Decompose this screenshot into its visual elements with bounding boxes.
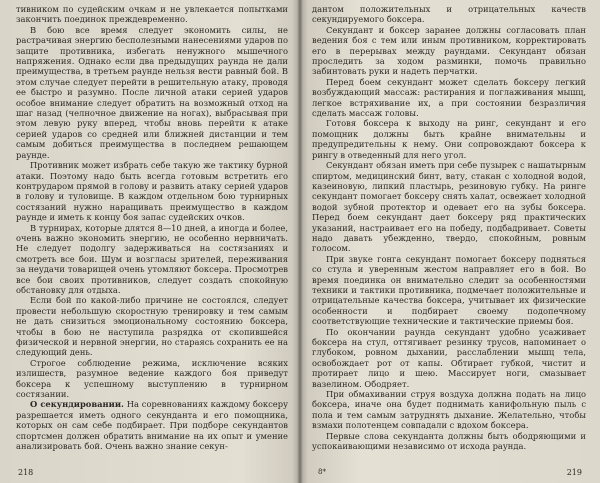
left-page [16,4,288,479]
paragraph-text: дантом положительных и отрицательных качеств секундируемого боксера. [312,4,586,25]
paragraph-text: Первые слова секунданта должны быть ободряющими и успокаивающими независимо от исхода раунда. [312,430,586,452]
paragraph [16,295,288,357]
right-page [312,4,586,479]
paragraph-text: В бою все время следует экономить силы, не растрачивая энергию бесполезными нанесениями ударов по защите противника, избегать ненужного мышечного напряжения. Однако если два предыдущих раунда не дали преимущества, в третьем раунде нельзя вести равный бой. В этом случае следует перейти в решительную атаку, проводя ее быстро и разумно. После личной атаки серией ударов особое внимание следует обратить на возможный отход на шаг назад (челночное движение на ногах), выбрасывая при этом левую руку вперед, чтобы вновь перейти к атаке серией ударов со средней или ближней дистанции и тем самым добиться преимущества в последнем решающем раунде. [16,24,288,160]
paragraph-text: По окончании раунда секундант удобно усаживает боксера на стул, оттягивает резинку трусов, напоминает о глубоком, ровном дыхании, расслаблении мышц тела, освобождает рот от капы. Обтирает губкой, чистит и протирает лицо и шею. Массирует ноги, смазывает вазелином. Ободряет. [312,326,586,389]
paragraph [312,254,586,327]
page-number-right: 219 [566,468,582,477]
paragraph [16,25,288,160]
paragraph [312,25,586,77]
paragraph-text: При звуке гонга секундант помогает боксеру подняться со стула и уверенным жестом направляет его в бой. Во время поединка он внимательно следит за особенностями техники и тактики противника, подмечает положительные и отрицательные качества боксера, учитывает их физические особенности и подбирает своему подопечному соответствующие технические и тактические приемы боя. [312,253,586,327]
paragraph-text: На соревнованиях каждому боксеру разрешается иметь одного секунданта и его помощника, которых он сам себе подбирает. При подборе секундантов спортсмен должен обратить внимание на их опыт и умение анализировать бой. Очень важно знание секун- [16,399,288,452]
paragraph [16,399,288,451]
paragraph [16,4,288,25]
paragraph [16,160,288,222]
paragraph [312,160,586,254]
paragraph [312,327,586,389]
paragraph-text: Противник может избрать себе такую же тактику бурной атаки. Поэтому надо быть всегда готовым встретить его контрударом прямой в голову и развить атаку серией ударов в голову и туловище. В каждом отдельном бою турнирных состязаний нужно наращивать преимущество в каждом раунде и иметь к концу боя запас судейских очков. [16,160,288,223]
book-gutter [292,0,308,483]
paragraph [312,118,586,160]
signature-mark: 8* [318,468,326,476]
paragraph-heading: О секундировании. [30,399,124,410]
paragraph-text: Если бой по какой-либо причине не состоялся, следует провести небольшую скоростную тренировку и тем самым не дать снизиться эмоциональному состоянию боксера, чтобы в бою не наступила разрядка от скопившейся физической и нервной энергии, но стараясь сохранить ее на следующий день. [16,295,288,358]
paragraph [312,389,586,431]
paragraph-text: При обмахивании струя воздуха должна подать на лицо боксера, иначе она будет поднимать канифольную пыль с пола и тем самым затруднять дыхание. Желательно, чтобы взмахи полотенцем совпадали с вдохом боксера. [312,389,586,431]
paragraph-text: Строгое соблюдение режима, исключение всяких излишеств, разумное ведение каждого боя приведут боксера к успешному выступлению в турнирном состязании. [16,357,288,400]
paragraph [16,358,288,400]
paragraph-text: В турнирах, которые длятся 8—10 дней, а иногда и более, очень важно экономить энергию, не особенно нервничать. Не следует подолгу задерживаться на состязаниях и смотреть все бои. Шум и возгласы зрителей, переживания за неудачи товарищей очень утомляют боксера. Просмотрев все бои своих противников, следует создать спокойную обстановку для отдыха. [16,222,288,295]
paragraph-text: Готовя боксера к выходу на ринг, секундант и его помощник должны быть крайне внимательны и предупредительны к нему. Они сопровождают боксера к рингу в отведенный для него угол. [312,118,586,160]
paragraph [312,77,586,119]
paragraph [312,431,586,452]
paragraph-text: Секундант обязан иметь при себе пузырек с нашатырным спиртом, медицинский бинт, вату, стакан с холодной водой, казеиновую, липкий пластырь, резиновую губку. На ринге секундант помогает боксеру снять халат, освежает холодной водой зубной протектор и одевает его на зубы боксера. Перед боем секундант дает боксеру ряд практических указаний, настраивает его на победу, подбадривает. Советы надо давать убежденно, твердо, спокойным, ровным голосом. [312,160,586,254]
paragraph-text: Перед боем секундант может сделать боксеру легкий возбуждающий массаж: растирания и поглаживания мышц, легкое встряхивание их, а при состоянии безразличия сделать массаж головы. [312,76,586,119]
paragraph-text: тивником по судейским очкам и не увлекается попытками закончить поединок преждевременно. [16,4,288,25]
page-number-left: 218 [18,468,34,477]
paragraph-text: Секундант и боксер заранее должны согласовать план ведения боя с тем или иным противником, корректировать его в перерывах между раундами. Секундант обязан проследить за ходом разминки, помочь правильно забинтовать руки и надеть перчатки. [312,24,586,77]
paragraph [16,223,288,296]
paragraph [312,4,586,25]
